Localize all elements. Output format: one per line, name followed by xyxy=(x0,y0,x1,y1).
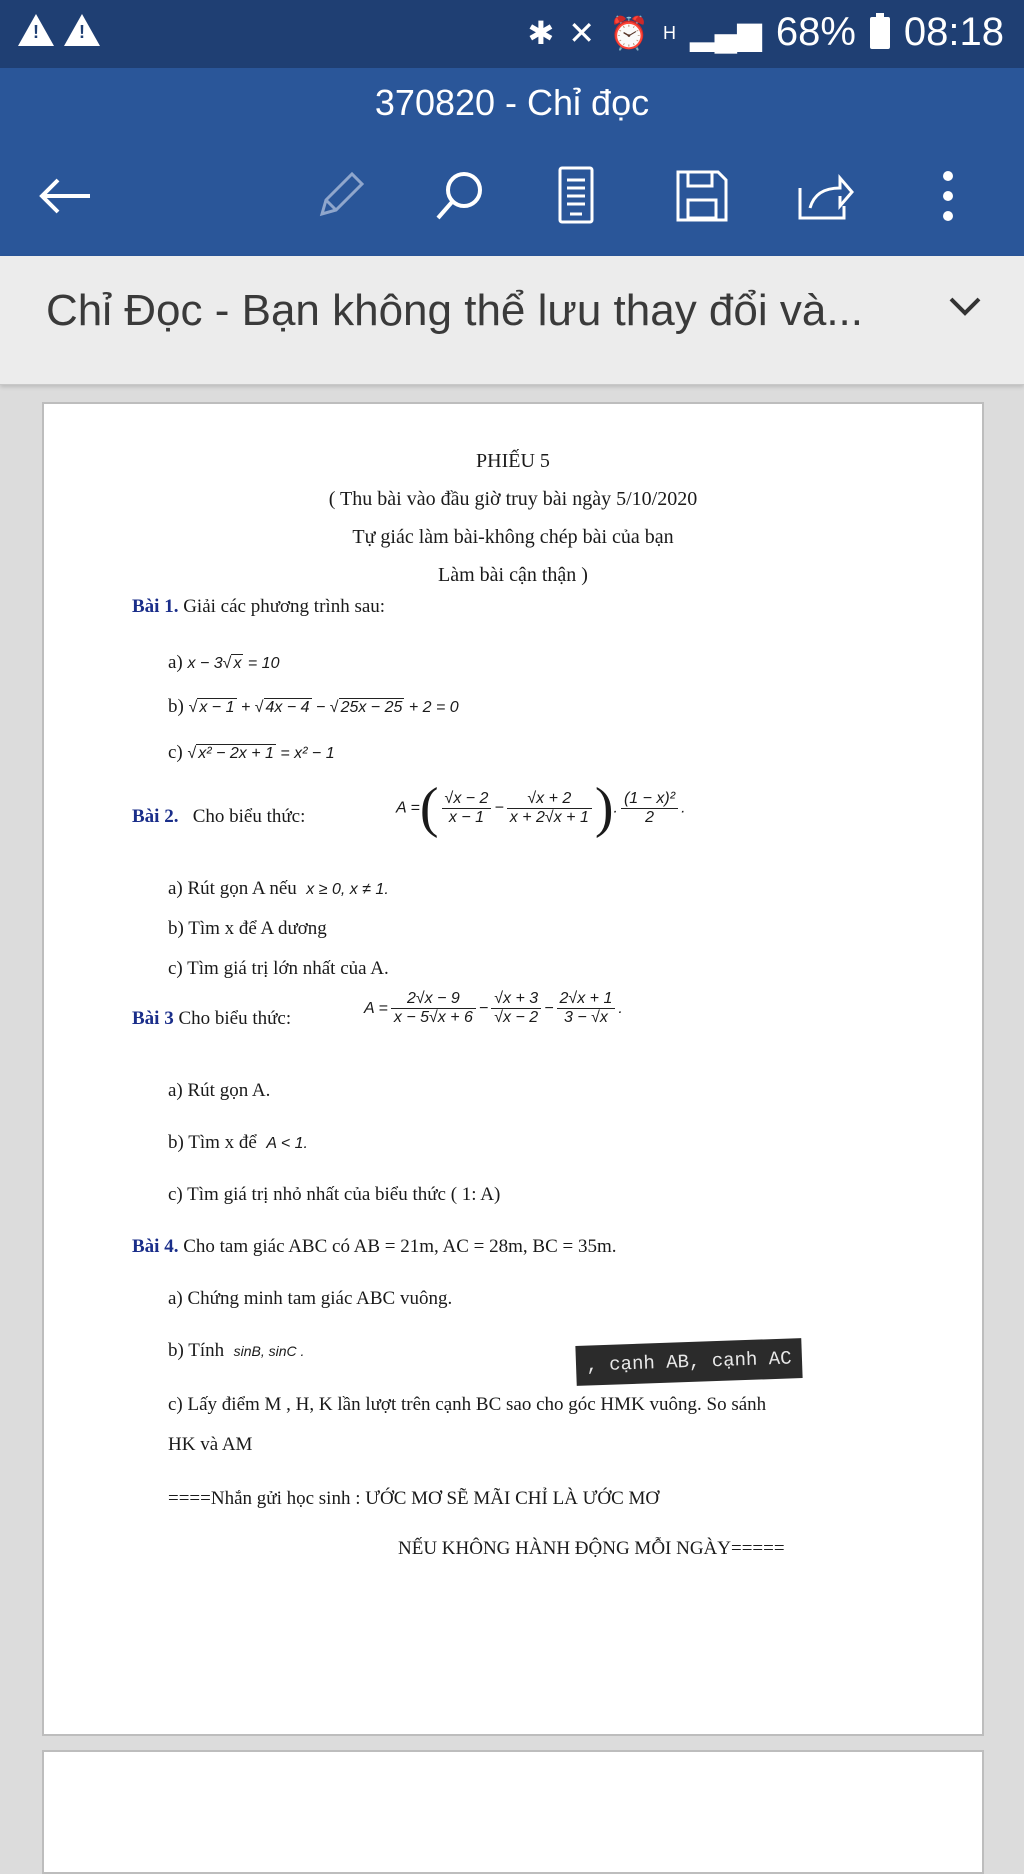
worksheet-title: PHIẾU 5 xyxy=(476,450,550,472)
app-bar xyxy=(0,68,1024,256)
edit-button[interactable] xyxy=(304,160,376,232)
bai4-part-b: b) Tính sinB, sinC . xyxy=(168,1340,305,1361)
alarm-icon: ⏰ xyxy=(609,14,649,51)
read-only-banner[interactable] xyxy=(0,256,1024,385)
status-bar xyxy=(0,0,1024,68)
warning-icon: ! xyxy=(64,14,100,46)
signal-icon: ▂▄▆ xyxy=(689,14,762,51)
message-line-2: NẾU KHÔNG HÀNH ĐỘNG MỖI NGÀY===== xyxy=(398,1538,785,1559)
network-type: H xyxy=(662,22,676,43)
equation-b: b) √ x − 1 + √ 4x − 4 − √ 25x − 25 + 2 = 0 xyxy=(168,696,459,717)
equation-c: c) √ x² − 2x + 1 = x² − 1 xyxy=(168,742,335,763)
mute-icon: ✕ xyxy=(568,14,596,51)
banner-text: Chỉ Đọc - Bạn không thể lưu thay đổi và... xyxy=(46,286,864,335)
note-line-3: Làm bài cận thận ) xyxy=(438,564,588,586)
equation-a: a) x − 3√ x = 10 xyxy=(168,652,280,673)
back-arrow-icon xyxy=(36,176,92,216)
pencil-icon xyxy=(312,168,368,224)
save-button[interactable] xyxy=(666,160,738,232)
share-button[interactable] xyxy=(788,160,860,232)
message-line-1: ====Nhắn gửi học sinh : ƯỚC MƠ SẼ MÃI CHỈ LÀ ƯỚC MƠ xyxy=(168,1488,660,1509)
warning-icon: ! xyxy=(18,14,54,46)
exercise-label: Bài 1. xyxy=(132,596,179,617)
more-options-button[interactable] xyxy=(912,160,984,232)
bai4-part-a: a) Chứng minh tam giác ABC vuông. xyxy=(168,1288,453,1309)
reading-view-button[interactable] xyxy=(540,160,612,232)
search-icon xyxy=(430,166,490,226)
bai4-part-c-line2: HK và AM xyxy=(168,1434,253,1455)
expression-a-bai3: A = $\frac{2√x - 9}{x - 5√x + 6}$ − $\frac{√x + 3}{√x - 2}$ − $\frac{2√x + 1}{3 - √x}$ . xyxy=(364,990,623,1026)
exercise-3-heading: Bài 3 Cho biểu thức: xyxy=(132,1008,292,1029)
document-page xyxy=(42,402,984,1736)
bai2-part-c: c) Tìm giá trị lớn nhất của A. xyxy=(168,958,389,979)
search-button[interactable] xyxy=(424,160,496,232)
save-icon xyxy=(674,168,730,224)
bai2-part-b: b) Tìm x để A dương xyxy=(168,918,327,939)
more-vertical-icon xyxy=(940,168,956,224)
share-icon xyxy=(794,168,854,224)
overlay-annotation: , cạnh AB, cạnh AC xyxy=(575,1338,802,1386)
clock: 08:18 xyxy=(903,10,1004,54)
bluetooth-icon: ✱ xyxy=(527,14,555,51)
chevron-down-icon[interactable] xyxy=(948,296,982,318)
exercise-4-heading: Bài 4. Cho tam giác ABC có AB = 21m, AC = 28m, BC = 35m. xyxy=(132,1236,617,1257)
bai3-part-c: c) Tìm giá trị nhỏ nhất của biểu thức ( 1: A) xyxy=(168,1184,501,1205)
next-document-page xyxy=(42,1750,984,1874)
note-line-1: ( Thu bài vào đầu giờ truy bài ngày 5/10/2020 xyxy=(328,488,698,510)
note-line-2: Tự giác làm bài-không chép bài của bạn xyxy=(352,526,674,548)
bai3-part-a: a) Rút gọn A. xyxy=(168,1080,271,1101)
mobile-view-icon xyxy=(556,166,596,226)
bai3-part-b: b) Tìm x để A < 1. xyxy=(168,1132,308,1153)
battery-icon xyxy=(870,17,890,49)
exercise-2-heading: Bài 2. Cho biểu thức: xyxy=(132,806,306,827)
exercise-text: Giải các phương trình sau: xyxy=(183,596,386,617)
document-title: 370820 - Chỉ đọc xyxy=(374,82,650,123)
bai4-part-c-line1: c) Lấy điểm M , H, K lần lượt trên cạnh BC sao cho góc HMK vuông. So sánh xyxy=(168,1394,767,1415)
battery-level: 68% xyxy=(775,10,856,54)
bai2-part-a: a) Rút gọn A nếu x ≥ 0, x ≠ 1. xyxy=(168,878,389,899)
exercise-1-heading xyxy=(132,596,385,618)
back-button[interactable] xyxy=(28,160,100,232)
expression-a-bai2: A =( $\frac{√x - 2}{x - 1}$ − $\frac{√x + 2}{x + 2√x + 1}$ ). $\frac{\text{(1 − x)²}}{2}$ . xyxy=(396,777,686,839)
